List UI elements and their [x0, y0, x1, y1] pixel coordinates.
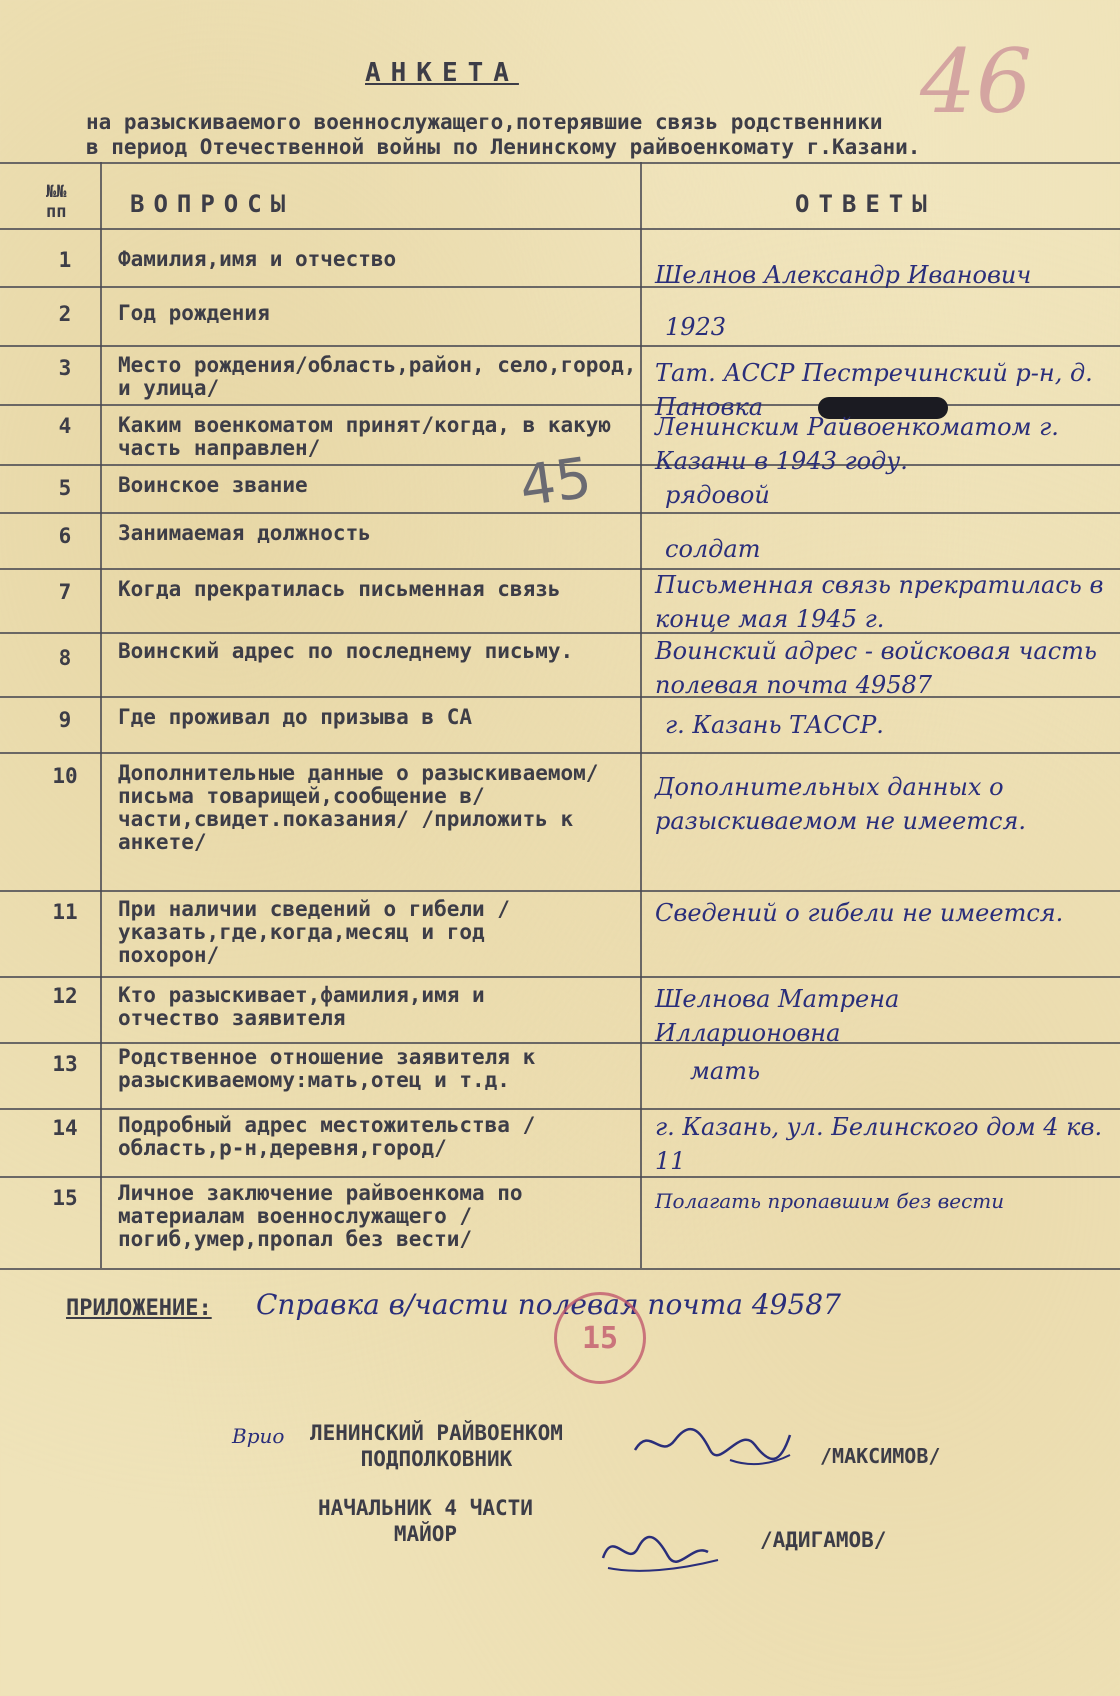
- column-header-number: №№ пп: [46, 182, 67, 222]
- answer-text: Полагать пропавшим без вести: [655, 1189, 1005, 1213]
- column-header-questions: ВОПРОСЫ: [130, 190, 295, 218]
- answer-text: г. Казань ТАССР.: [665, 711, 884, 739]
- answer-text: Письменная связь прекратилась в конце мая 1945 г.: [655, 571, 1104, 633]
- answer-text: Тат. АССР Пестречинский р-н, д. Пановка: [655, 359, 1093, 421]
- answer-text: Шелнов Александр Иванович: [655, 261, 1032, 289]
- pencil-annotation: 45: [515, 445, 596, 520]
- question-text: Воинское звание: [118, 473, 308, 497]
- row-divider: [0, 228, 1120, 230]
- row-number: 12: [52, 984, 78, 1008]
- appendix-label: ПРИЛОЖЕНИЕ:: [66, 1296, 212, 1321]
- row-divider: [0, 752, 1120, 754]
- row-number: 10: [52, 764, 78, 788]
- row-number: 1: [58, 248, 72, 272]
- signature-block-chief: [318, 1495, 533, 1547]
- handwritten-signature-1: [630, 1405, 800, 1475]
- column-divider: [640, 162, 642, 1268]
- chief-title: НАЧАЛЬНИК 4 ЧАСТИ: [318, 1496, 533, 1520]
- answer-text: Шелнова Матрена Илларионовна: [655, 985, 900, 1047]
- column-header-answers: ОТВЕТЫ: [795, 190, 936, 218]
- row-divider: [0, 345, 1120, 347]
- question-text: Фамилия,имя и отчество: [118, 247, 397, 271]
- handwritten-signature-2: [598, 1518, 728, 1578]
- question-text: При наличии сведений о гибели /указать,где,когда,месяц и год похорон/: [118, 897, 510, 967]
- answer-text: солдат: [665, 535, 761, 563]
- row-number: 4: [58, 414, 72, 438]
- signature-prefix: Врио: [232, 1424, 285, 1448]
- question-text: Когда прекратилась письменная связь: [118, 577, 561, 601]
- row-number: 5: [58, 476, 72, 500]
- answer-text: рядовой: [665, 481, 770, 509]
- table-border-top: [0, 162, 1120, 164]
- answer-text: Сведений о гибели не имеется.: [655, 899, 1064, 927]
- answer-text: Ленинским Райвоенкоматом г. Казани в 1943 году.: [655, 413, 1059, 475]
- question-text: Каким военкоматом принят/когда, в какую часть направлен/: [118, 413, 612, 460]
- question-text: Место рождения/область,район, село,город, и улица/: [118, 353, 637, 400]
- row-number: 11: [52, 900, 78, 924]
- question-text: Где проживал до призыва в СА: [118, 705, 473, 729]
- chief-rank: МАЙОР: [393, 1522, 458, 1546]
- question-text: Год рождения: [118, 301, 270, 325]
- subtitle-line-2: в период Отечественной войны по Ленинскому райвоенкомату г.Казани.: [86, 135, 921, 159]
- question-text: Воинский адрес по последнему письму.: [118, 639, 574, 663]
- question-text: Подробный адрес местожительства /область,р-н,деревня,город/: [118, 1113, 536, 1160]
- answer-text: Дополнительных данных о разыскиваемом не имеется.: [655, 773, 1027, 835]
- row-number: 14: [52, 1116, 78, 1140]
- document-title: АНКЕТА: [365, 58, 519, 88]
- archive-page-number: 46: [920, 30, 1032, 133]
- question-text: Дополнительные данные о разыскиваемом/письма товарищей,сообщение в/части,свидет.показания/ /приложить к анкете/: [118, 761, 599, 854]
- document-subtitle: [86, 110, 1086, 160]
- row-number: 7: [58, 580, 72, 604]
- answer-text: мать: [690, 1057, 761, 1085]
- column-divider: [100, 162, 102, 1268]
- commissar-name: /МАКСИМОВ/: [820, 1444, 941, 1468]
- row-divider: [0, 976, 1120, 978]
- signature-block-commissar: [310, 1420, 563, 1472]
- row-number: 3: [58, 356, 72, 380]
- row-number: 9: [58, 708, 72, 732]
- row-number: 8: [58, 646, 72, 670]
- row-number: 15: [52, 1186, 78, 1210]
- chief-name: /АДИГАМОВ/: [760, 1528, 887, 1552]
- table-border-bottom: [0, 1268, 1120, 1270]
- answer-text: Воинский адрес - войсковая часть полевая почта 49587: [655, 637, 1097, 699]
- answer-text: 1923: [665, 313, 727, 341]
- row-number: 2: [58, 302, 72, 326]
- appendix-text: Справка в/части полевая почта 49587: [256, 1288, 841, 1321]
- question-text: Занимаемая должность: [118, 521, 371, 545]
- question-text: Кто разыскивает,фамилия,имя и отчество заявителя: [118, 983, 485, 1030]
- stamp-circle: 15: [554, 1292, 646, 1384]
- question-text: Родственное отношение заявителя к разыскиваемому:мать,отец и т.д.: [118, 1045, 536, 1092]
- subtitle-line-1: на разыскиваемого военнослужащего,потерявшие связь родственники: [86, 110, 883, 134]
- commissar-title: ЛЕНИНСКИЙ РАЙВОЕНКОМ: [310, 1421, 563, 1445]
- row-divider: [0, 890, 1120, 892]
- question-text: Личное заключение райвоенкома по материалам военнослужащего /погиб,умер,пропал без вести/: [118, 1181, 523, 1251]
- answer-text: г. Казань, ул. Белинского дом 4 кв. 11: [655, 1113, 1103, 1175]
- commissar-rank: ПОДПОЛКОВНИК: [360, 1447, 513, 1471]
- row-number: 6: [58, 524, 72, 548]
- row-number: 13: [52, 1052, 78, 1076]
